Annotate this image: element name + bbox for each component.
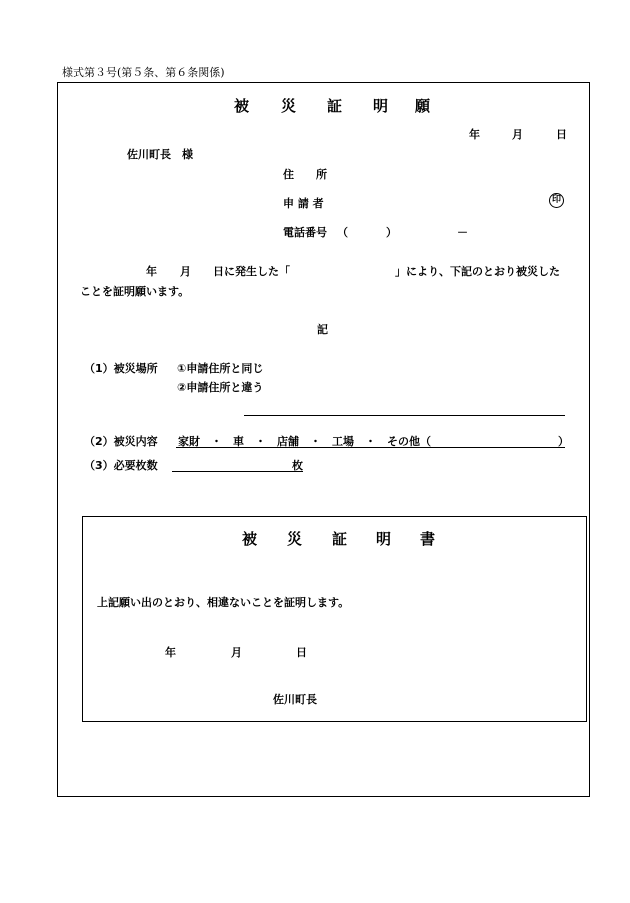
item1-option2: ②申請住所と違う [177,381,264,394]
phone-label: 電話番号 [283,226,327,239]
address-label: 住 所 [283,168,327,181]
certificate-month: 月 [231,646,242,659]
item2-label: （2）被災内容 [84,435,158,448]
item1-option1: ①申請住所と同じ [177,362,264,375]
addressee: 佐川町長 様 [127,148,193,161]
certificate-statement: 上記願い出のとおり、相違ないことを証明します。 [97,596,350,609]
form-number: 様式第３号(第５条、第６条関係) [62,66,225,79]
item3-label: （3）必要枚数 [84,459,158,472]
ki-heading: 記 [317,323,328,336]
body-line1-end: 」により、下記のとおり被災した [395,265,560,278]
body-month: 月 [180,265,191,278]
item3-unit: 枚 [292,459,303,472]
certificate-issuer: 佐川町長 [273,693,317,706]
date-year-label: 年 [469,128,480,141]
body-year: 年 [146,265,157,278]
phone-dash: － [457,226,468,239]
certificate-day: 日 [296,646,307,659]
phone-open-paren: （ [337,226,348,239]
certificate-title-char: 明 [376,530,392,548]
application-title-char: 証 [327,97,343,115]
body-line1-tail: 日に発生した「 [213,265,290,278]
certificate-title-char: 証 [332,530,348,548]
item1-label: （1）被災場所 [84,362,158,375]
item2-close: ） [558,435,569,448]
item2-content: 家財 ・ 車 ・ 店舗 ・ 工場 ・ その他（ [178,435,431,448]
damage-underline [176,447,565,448]
certificate-year: 年 [165,646,176,659]
date-month-label: 月 [512,128,523,141]
seal-mark: 印 [549,193,564,208]
certificate-title-char: 書 [420,530,436,548]
date-day-label: 日 [556,128,567,141]
applicant-label: 申 請 者 [283,197,324,210]
certificate-title-char: 被 [242,530,258,548]
location-underline [244,415,565,416]
certificate-title-char: 災 [287,530,303,548]
application-title-char: 被 [234,97,250,115]
phone-close-paren: ） [386,226,397,239]
application-title-char: 願 [415,97,431,115]
body-line2: ことを証明願います。 [80,285,190,298]
application-title-char: 明 [373,97,389,115]
copies-underline [172,471,303,472]
application-title-char: 災 [281,97,297,115]
